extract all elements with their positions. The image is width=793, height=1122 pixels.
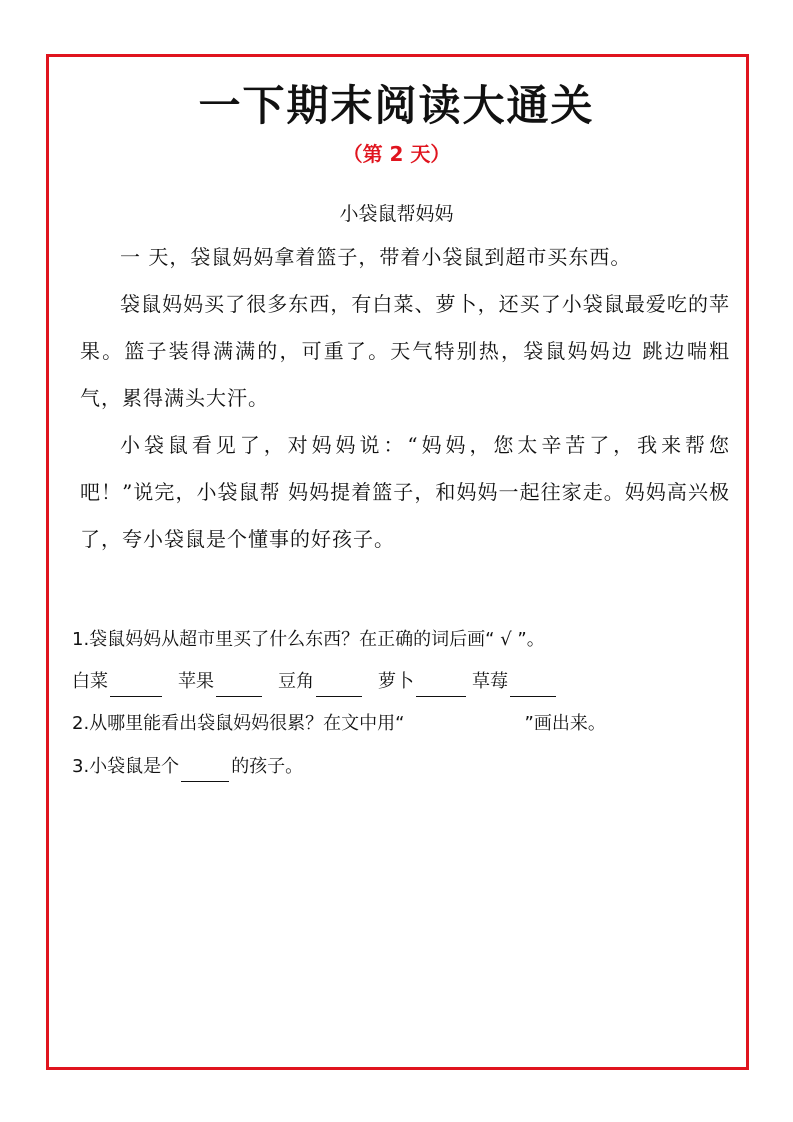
question-1: 1.袋鼠妈妈从超市里买了什么东西？在正确的词后画“ √ ”。 [72, 629, 545, 650]
answer-blank[interactable] [316, 674, 362, 697]
option-item [378, 667, 468, 697]
paragraph-3: 小袋鼠看见了，对妈妈说：“妈妈，您太辛苦了，我来帮您吧！”说完，小袋鼠帮 妈妈提着篮子，和妈妈一起往家走。妈妈高兴极了，夸小袋鼠是个懂事的好孩子。 [80, 433, 730, 551]
option-item [178, 667, 264, 697]
story-title: 小袋鼠帮妈妈 [339, 203, 454, 225]
option-label: 萝卜 [378, 671, 414, 692]
question-1-options [72, 667, 732, 697]
answer-blank[interactable] [181, 759, 229, 782]
question-3-text-end: 的孩子。 [231, 756, 304, 777]
reading-passage [80, 234, 730, 563]
question-3 [72, 752, 732, 782]
answer-blank[interactable] [216, 674, 262, 697]
option-item [278, 667, 364, 697]
option-label: 白菜 [72, 671, 108, 692]
page-title: 一下期末阅读大通关 [198, 81, 595, 130]
answer-blank[interactable] [510, 674, 556, 697]
answer-blank[interactable] [110, 674, 162, 697]
day-subtitle: （第 2 天） [342, 142, 451, 166]
answer-blank[interactable] [416, 674, 466, 697]
option-label: 豆角 [278, 671, 314, 692]
paragraph-2: 袋鼠妈妈买了很多东西，有白菜、萝卜，还买了小袋鼠最爱吃的苹果。篮子装得满满的，可重了。天气特别热，袋鼠妈妈边 跳边喘粗气，累得满头大汗。 [80, 292, 730, 410]
option-item [472, 667, 558, 697]
question-2-text: 2.从哪里能看出袋鼠妈妈很累？在文中用“ [72, 713, 405, 734]
question-2-text-end: ”画出来。 [524, 713, 606, 734]
option-label: 苹果 [178, 671, 214, 692]
question-3-text: 3.小袋鼠是个 [72, 756, 180, 777]
option-label: 草莓 [472, 671, 508, 692]
question-2 [72, 709, 732, 739]
paragraph-1: 一 天，袋鼠妈妈拿着篮子，带着小袋鼠到超市买东西。 [120, 245, 632, 269]
option-item [72, 667, 164, 697]
